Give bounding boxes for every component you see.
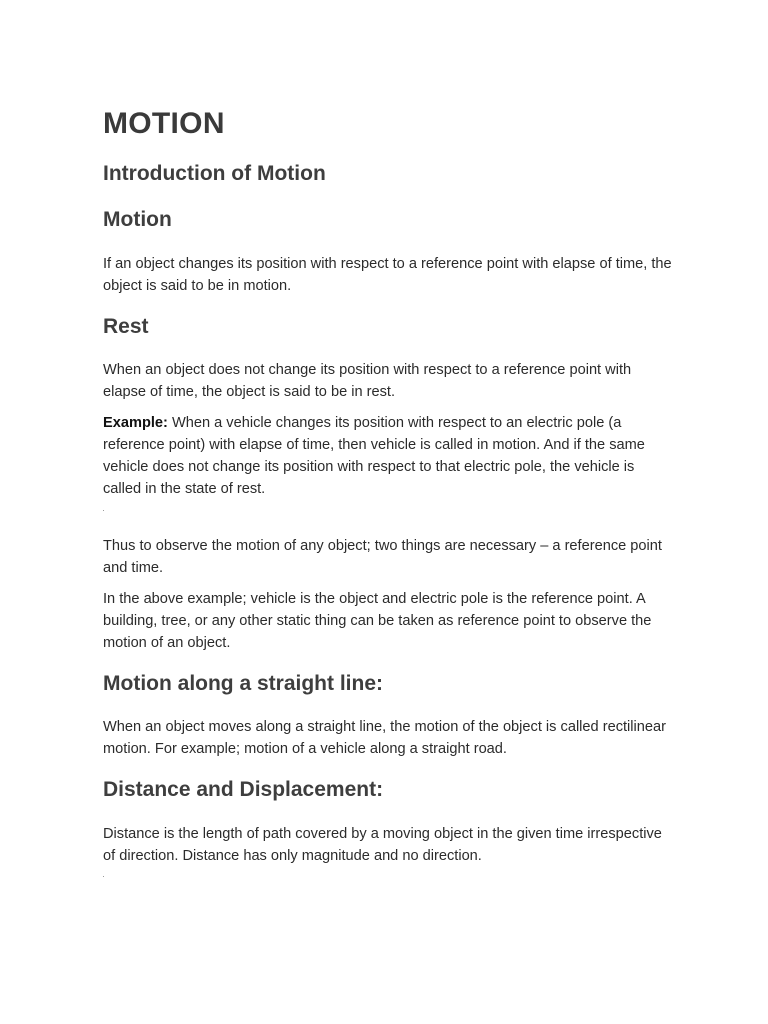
page-dot-marker	[103, 510, 104, 511]
thus-paragraph: Thus to observe the motion of any object; two things are necessary – a reference point and time.	[103, 538, 662, 576]
example-text: When a vehicle changes its position with respect to an electric pole (a reference point) with elapse of time, then vehicle is called in motion. And if the same vehicle does not change its position with respect to that electric pole, the vehicle is called in the state of rest.	[103, 415, 645, 497]
motion-paragraph: If an object changes its position with respect to a reference point with elapse of time, the object is said to be in motion.	[103, 256, 672, 294]
rest-paragraph: When an object does not change its position with respect to a reference point with elapse of time, the object is said to be in rest.	[103, 362, 632, 400]
example-paragraph	[103, 412, 673, 500]
page-title: MOTION	[103, 107, 225, 140]
introduction-heading: Introduction of Motion	[103, 162, 326, 185]
rest-heading: Rest	[103, 315, 149, 338]
straight-line-paragraph: When an object moves along a straight line, the motion of the object is called rectilinear motion. For example; motion of a vehicle along a straight road.	[103, 719, 666, 757]
distance-paragraph: Distance is the length of path covered by a moving object in the given time irrespective of direction. Distance has only magnitude and no direction.	[103, 826, 662, 864]
page-dot-marker	[103, 876, 104, 877]
above-example-paragraph: In the above example; vehicle is the object and electric pole is the reference point. A building, tree, or any other static thing can be taken as reference point to observe the motion of an object.	[103, 591, 652, 651]
straight-line-heading: Motion along a straight line:	[103, 672, 383, 695]
distance-heading: Distance and Displacement:	[103, 778, 384, 801]
example-label: Example:	[103, 415, 168, 431]
motion-heading: Motion	[103, 208, 172, 231]
